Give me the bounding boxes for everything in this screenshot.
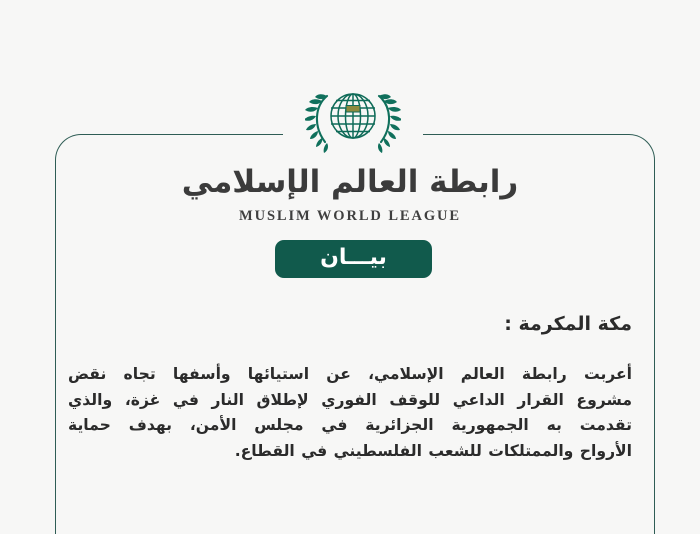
statement-body: [68, 362, 632, 464]
muslim-world-league-emblem-icon: [305, 78, 401, 154]
dateline: مكة المكرمة :: [504, 313, 632, 335]
statement-badge-label: بيـــان: [320, 245, 387, 270]
organization-name-english: MUSLIM WORLD LEAGUE: [239, 208, 461, 224]
statement-line: أعربت رابطة العالم الإسلامي، عن استيائها وأسفها تجاه نقض: [68, 365, 632, 383]
statement-badge: [275, 240, 432, 278]
statement-line: الأرواح والممتلكات للشعب الفلسطيني في القطاع.: [234, 441, 632, 460]
statement-line: مشروع القرار الداعي للوقف الفوري لإطلاق النار في غزة، والذي: [68, 390, 632, 409]
organization-name-arabic: رابطة العالم الإسلامي: [181, 164, 519, 200]
statement-line: تقدمت به الجمهورية الجزائرية في مجلس الأمن، بهدف حماية: [68, 416, 632, 434]
